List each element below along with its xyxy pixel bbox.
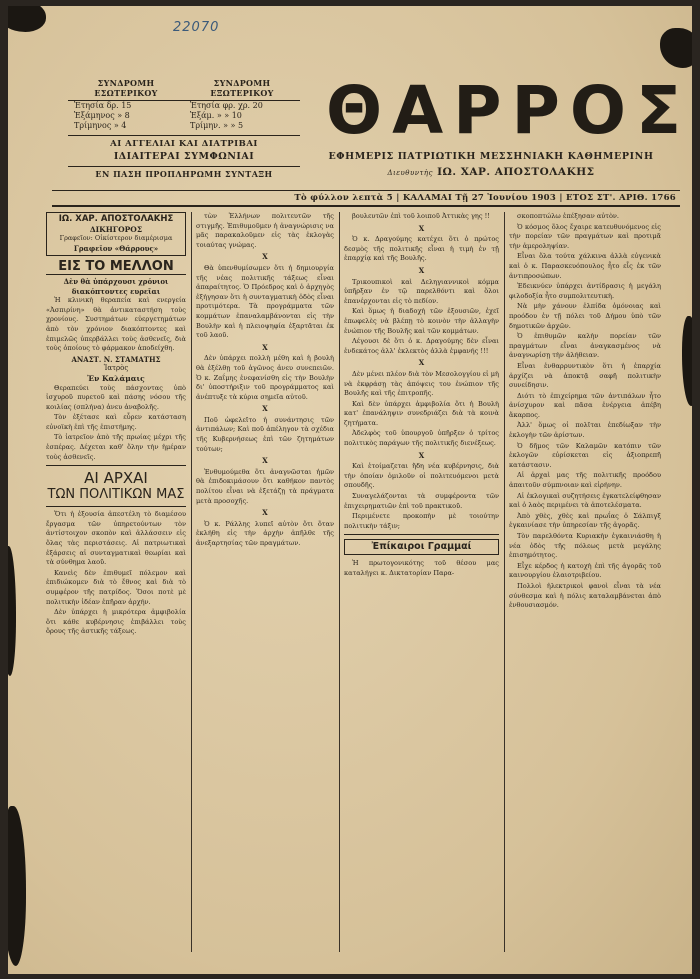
article-paragraph: Εἶχε κέρδος ἡ κατοχὴ ἐπὶ τῆς ἀγορᾶς τοῦ καινουργίου ἐλαιοτριβείου. [509,561,661,580]
article-paragraph: Καὶ ὅμως ἡ διαδοχὴ τῶν ἐξουσιῶν, ἐχεῖ ἐπωφελὲς νὰ βλέπῃ τὸ κοινὸν τὴν ἀλλαγὴν ἐνώπιον τῆς Βουλῆς καὶ τῶν κομμάτων. [344,307,499,335]
headline-epikairoi-grammai: Ἐπίκαιροι Γραμμαί [344,539,499,555]
article-paragraph: Ἡ κλινικὴ θεραπεία καὶ ενεργεία «Ἀσπιρίνη» θὰ ἀντικαταστήση τοὺς χρονίους. Συστημάτων εὐεργετημάτων ἀπὸ τὸν χρόνιον διακόπτοντες καὶ ἐπιμελῶς ὑπερβάλλει τοὺς ἀσθενεῖς, διὰ τοὺς ὁποίους τὸ φάρμακον ἀποδείχθη. [46,296,186,353]
article-paragraph: Περιμένετε προκοπὴν μὲ τοιούτην πολιτικὴν τάξιν; [344,512,499,530]
article-paragraph: Δὲν μένει πλέον διὰ τὸν Μεσολογγίου εἰ μὴ νὰ ἐκφράσῃ τὰς ἀπόψεις του ἐνώπιον τῆς Βουλῆς καὶ τῆς ἐπιτροπῆς. [344,369,499,398]
subscription-row [68,101,300,111]
article-paragraph: Θὰ ὑπενθυμίσωμεν ὅτι ἡ δημιουργία τῆς νέας πολιτικῆς τάξεως εἶναι ἀπαραίτητος. Ὁ Πρόεδρος καὶ ὁ ἀρχηγὸς ἐξήγησαν ὅτι ἡ συνταγματικὴ ὁδὸς εἶναι προτιμότερα. Τὰ προγράμματα τῶν κομμάτων ἐπαναλαμβάνονται εἰς τὴν Βουλὴν καὶ ἡ πλειοψηφία ἐξαρτᾶται ἐκ τοῦ λαοῦ. [196,263,334,340]
section-separator: X [418,450,425,460]
foreign-rate: Ἑξάμ. » » 10 [190,111,242,120]
subscription-header [68,78,300,101]
article-paragraph: Τρικουπικοὶ καὶ Δεληγιαννικοὶ κόμμα ὑπῆρξαν ἐν τῷ παρελθόντι καὶ ὅλοι ἐπανέρχονται εἰς τὸ πεδίον. [344,277,499,305]
article-paragraph: Δὲν ὑπάρχει πολλὴ μέθη καὶ ἡ βουλὴ θὰ ἐξέλθῃ τοῦ ἀγῶνος ἀνευ συνεπειῶν. Ὁ κ. Ζαΐμης ἐνεφανίσθη εἰς τὴν Βουλὴν δι' ὑποστήριξιν τοῦ προγράμματος καὶ ἀνέπτυξε τὰ κύρια σημεῖα αὐτοῦ. [196,354,334,401]
article-paragraph: Ποῦ ὠφελεῖτο ἡ συνάντησις τῶν ἀντιπάλων; Καὶ ποῦ ἀπέληγον τὰ σχέδια τῆς Κυβερνήσεως ἐπὶ τῶν ζητημάτων τούτων; [196,415,334,453]
lawyer-advertisement [46,212,186,256]
article-paragraph: Ἐνθυμούμεθα ὅτι ἀναγνῶσται ἡμῶν θὰ ἐπιδοκιμάσουν ὅτι καθήκον παντὸς πολίτου εἶναι νὰ ἐξετάζῃ τὰ πράγματα μετὰ προσοχῆς. [196,467,334,505]
ink-blot-left-edge [8,546,16,676]
foreign-rate: Ἐτησία φρ. χρ. 20 [190,101,263,110]
article-paragraph: Ὁ ἐπιθυμῶν καλὴν πορείαν τῶν πραγμάτων εἶναι ἀναγκασμένος νὰ ἀναγνωρίσῃ τὴν ἀλήθειαν. [509,332,661,360]
article-paragraph: Αἱ ἀρχαὶ μας τῆς πολιτικῆς προόδου ἀπαιτοῦν σύμπνοιαν καὶ εἰρήνην. [509,471,661,490]
ink-blot-top-right [660,28,692,68]
article-paragraph: Δὲν ὑπάρχει ἡ μικρότερα ἀμφιβολία ὅτι κάθε κυβέρνησις ἐπιβάλλει τοὺς ὅρους τῆς ἀστικῆς τάξεως. [46,608,186,636]
article-paragraph: βουλευτῶν ἐπὶ τοῦ λοιποῦ Ἀττικὰς γης !! [352,212,490,220]
newspaper-page [8,6,692,974]
section-separator: X [262,508,268,518]
ad-office: Γραφεῖον: Οἰκίστερον διαμέρισμα [59,234,173,243]
article-paragraph: Εἶναι ἐνθαρρυντικὸν ὅτι ἡ ἐπαρχία ἀρχίζει νὰ ἀποκτᾷ σαφῆ πολιτικὴν συνείδησιν. [509,361,661,390]
article-paragraph: Ὁ κ. Ράλλης λυπεῖ αὐτὸν ὅτι ὅταν ἐκλήθη εἰς τὴν ἀρχὴν ἀπῆλθε τῆς ἀνεξαρτησίας τῶν πραγμάτων. [196,519,334,547]
director-label: Διευθυντὴς [387,169,433,177]
special-agreements-notice: ΙΔΙΑΙΤΕΡΑΙ ΣΥΜΦΩΝΙΑΙ [113,151,255,162]
article-paragraph: Ἀδελφὸς τοῦ ὑπουργοῦ ὑπῆρξεν ὁ τρίτος πολιτικὸς παράγων τῆς πολιτικῆς διενέξεως. [344,429,499,448]
article-paragraph: Ἐδεικνύεν ὑπάρχει ἀντίδρασις ἡ μεγάλη φιλοδοξία ἦτο συμπολιτευτικὴ. [509,282,661,300]
article-paragraph: Θεραπεύει τοὺς πάσχοντας ὑπὸ ἰσχυροῦ πυρετοῦ καὶ πάσης νόσου τῆς κοιλίας (σπλήνα) ἀνευ ἀναβολῆς. [46,383,186,411]
doctor-signature: ΑΝΑΣΤ. Ν. ΣΤΑΜΑΤΗΣ [71,354,161,364]
article-paragraph: Ὁ κ. Δραγούμης κατέχει ὅτι ὁ πρώτος δεσμὸς τῆς πολιτικῆς εἶναι ἡ τιμὴ ἐν τῇ ἐπαρχίᾳ καὶ τῆς Βουλῆς. [344,235,499,263]
column-2 [196,212,334,550]
ink-blot-right-edge [682,316,692,406]
article-paragraph: τὼν Ἑλλήνων πολιτευτῶν τῆς στιγμῆς. Ἐπιθυμοῦμεν ἡ ἀναγνώρισις να μᾶς παρακαλοῦμεν εἰς τὰς ἐκλογὰς τοιαύτας γνώμας. [196,212,334,249]
column-4 [509,212,661,612]
section-separator: X [262,456,268,466]
article-paragraph: Ὅτι ἡ ἐξουσία ἀπεστέλη τὸ διαμέσου ἔργασμα τῶν ὑπηρετούντων τὸν ἀντίστοιχον σκοπὸν καὶ ἀλλάσσειν εἰς ὅλας τὰς περιστάσεις. Αἱ πατριωτικαὶ ἐξάρσεις αἱ συνταγματικαὶ θεωρίαι καὶ τὰ σύνθημα λαοῦ. [46,510,186,567]
article-paragraph: Πολλοὶ ἠλεκτρικοὶ φανοὶ εἶναι τὰ νέα σύνθεσμα καὶ ἡ πόλις καταλαμβάνεται ἀπὸ ἐνθουσιασμόν. [509,581,661,610]
section-separator: X [418,265,425,275]
section-separator: X [262,252,268,262]
director-name: ΙΩ. ΧΑΡ. ΑΠΟΣΤΟΛΑΚΗΣ [437,166,595,178]
article-paragraph: Αἱ ἐκλογικαὶ συζητήσεις ἐγκατελείφθησαν καὶ ὁ λαὸς περιμένει τὰ ἀποτελέσματα. [509,491,661,510]
section-separator: X [418,358,425,368]
masthead-subtitle: ΕΦΗΜΕΡΙΣ ΠΑΤΡΙΩΤΙΚΗ ΜΕΣΣΗΝΙΑΚΗ ΚΑΘΗΜΕΡΙΝΗ [328,151,654,162]
article-paragraph: Ἀπὸ χθὲς, χθὲς καὶ πρωΐας ὁ Σάλπιγξ ἐγκαινίασε τὴν ὑπηρεσίαν τῆς ἀγορᾶς. [509,511,661,530]
headline-ton-politikon: ΤΩΝ ΠΟΛΙΤΙΚΩΝ ΜΑΣ [47,487,185,503]
ink-blot-top-left [8,6,46,32]
ad-name: ΙΩ. ΧΑΡ. ΑΠΟΣΤΟΛΑΚΗΣ [58,214,174,224]
foreign-subscription-label: ΣΥΝΔΡΟΜΗ ΕΞΩΤΕΡΙΚΟΥ [210,78,274,98]
article-paragraph: Λέγουσι δὲ ὅτι ὁ κ. Δραγούμης δὲν εἶναι ἐνδεκάτος ἀλλ' ἐκλεκτὸς ἀλλὰ ἐμφανής !!! [344,337,499,355]
article-paragraph: Καὶ ἑτοίμαζεται ἤδη νέα κυβέρνησις, διὰ τὴν ὁποίαν ὁμιλοῦν οἱ πολιτευόμενοι μετὰ σπουδῆς. [344,462,499,490]
column-1 [46,212,186,638]
director-line [326,166,656,178]
article-paragraph: Ὁ δῆμος τῶν Καλαμῶν κατόπιν τῶν ἐκλογῶν εὑρίσκεται εἰς ἀξιοπρεπῆ κατάστασιν. [509,441,661,469]
headline-ai-archai: ΑΙ ΑΡΧΑΙ [84,469,148,488]
section-separator: X [262,342,268,352]
article-paragraph: σκοποπτώλω ἐπέξησαν αὐτὸν. [517,212,620,220]
domestic-rate: Ἐτησία δρ. 15 [74,101,132,110]
article-paragraph: Τὸν παρελθόντα Κυριακὴν ἐγκαινιάσθη ἡ νέα ὁδὸς τῆς πόλεως μετὰ μεγάλης ἐπισημότητος. [509,532,661,560]
column-3 [344,212,499,579]
subscription-box [68,78,300,179]
ads-notice: ΑΙ ΑΓΓΕΛΙΑΙ ΚΑΙ ΔΙΑΤΡΙΒΑΙ [110,139,258,149]
section-separator: X [418,223,425,233]
masthead-title: ΘΑΡΡΟΣ [326,72,692,149]
foreign-rate: Τρίμην. » » 5 [190,121,244,130]
article-paragraph: Ὁ κόσμος ὅλος ἔχαιρε κατευθυνόμενος εἰς τὴν πορείαν τῶν πραγμάτων καὶ προτιμᾶ τὴν ἀμεροληψίαν. [509,222,661,250]
doctor-role: Ἰατρὸς [103,364,129,373]
column-rule [339,212,340,952]
domestic-rate: Ἑξάμηνος » 8 [74,111,130,120]
article-paragraph: Καὶ δὲν ὑπάρχει ἀμφιβολία ὅτι ἡ Βουλὴ κατ' ἐπανάληψιν συνεδριάζει διὰ τὰ κοινὰ ζητήματα. [344,399,499,427]
handwritten-archive-number: 22070 [173,20,220,35]
article-paragraph: Διότι τὸ ἐπιχείρημα τῶν ἀντιπάλων ἦτο ἀνίσχυρον καὶ πᾶσα ἐνέργεια ἀπέβη ἄκαρπος. [509,391,661,419]
article-paragraph: Νὰ μὴν χάνουν ἐλπίδα ὁμόνοιας καὶ προόδου ἐν τῇ πόλει τοῦ Δήμου ὑπὸ τῶν δημοτικῶν ἀρχῶν. [509,302,661,330]
headline-subtitle-2: διακόπτοντες ευρεῖαι [71,286,161,296]
ink-blot-bottom-left [8,806,26,966]
article-paragraph: Τὸν ἐξέτασε καὶ εὗρεν κατάσταση εὐνοϊκὴ ἐπὶ τῆς ἐπιστήμης. [46,413,186,431]
domestic-rate: Τρίμηνος » 4 [74,121,127,130]
ad-title: ΔΙΚΗΓΟΡΟΣ [89,224,143,234]
doctor-place: Ἐν Καλάμαις [87,373,145,383]
article-paragraph: Τὸ ἰατρεῖον ἀπὸ τῆς πρωίας μέχρι τῆς ἑσπέρας. Δέχεται καθ' ὅλην τὴν ἡμέραν τοὺς ἀσθενεῖς. [46,433,186,461]
article-paragraph: Συναγελάζονται τὰ συμφέροντα τῶν ἐπιχειρηματιῶν ἐπὶ τοῦ πρακτικοῦ. [344,492,499,510]
article-paragraph: Ἀλλ' ὅμως οἱ πολῖται ἐπεδίωξαν τὴν ἐκλογὴν τῶν ἀρίστων. [509,421,661,440]
column-rule [504,212,505,952]
subscription-row [68,111,300,121]
article-paragraph: Εἶναι ὅλα τούτα χάλκινα ἀλλὰ εὐγενικὰ καὶ ὁ κ. Παρασκευόπουλος ἦτο εἷς ἐκ τῶν ἀντιπροσώπων. [509,252,661,280]
issue-date-line: Τὸ φύλλον λεπτὰ 5 | ΚΑΛΑΜΑΙ Τῇ 27 Ἰουνίου 1903 | ΕΤΟΣ ΣΤ'. ΑΡΙΘ. 1766 [52,190,680,207]
domestic-subscription-label: ΣΥΝΔΡΟΜΗ ΕΣΩΤΕΡΙΚΟΥ [94,78,158,98]
prepayment-notice: ΕΝ ΠΑΣΗ ΠΡΟΠΛΗΡΩΜΗ ΣΥΝΤΑΞΗ [95,169,273,179]
ad-office-2: Γραφεῖον «Θάρρους» [73,243,159,253]
headline-subtitle: Δὲν θὰ ὑπάρχουσι χρόνιοι [63,276,169,286]
headline-eis-to-mellon: ΕΙΣ ΤΟ ΜΕΛΛΟΝ [46,262,186,275]
subscription-row [68,121,300,131]
article-paragraph: Κανεὶς δὲν ἐπιθυμεῖ πόλεμον καὶ ἐπιδιώκομεν διὰ τὸ ἔθνος καὶ διὰ τὸ συμφέρον τῆς πατρίδος. Ὅσοι ποτὲ μὲ πολιτικὴν ἰδέαν ἐπῆραν ἀρχήν. [46,568,186,606]
article-paragraph: Ἡ πρωτογονικότης τοῦ θέσου μας καταλήγει κ. Δικτατορίαν Παρα- [344,559,499,577]
column-rule [191,212,192,952]
section-separator: X [262,404,268,414]
